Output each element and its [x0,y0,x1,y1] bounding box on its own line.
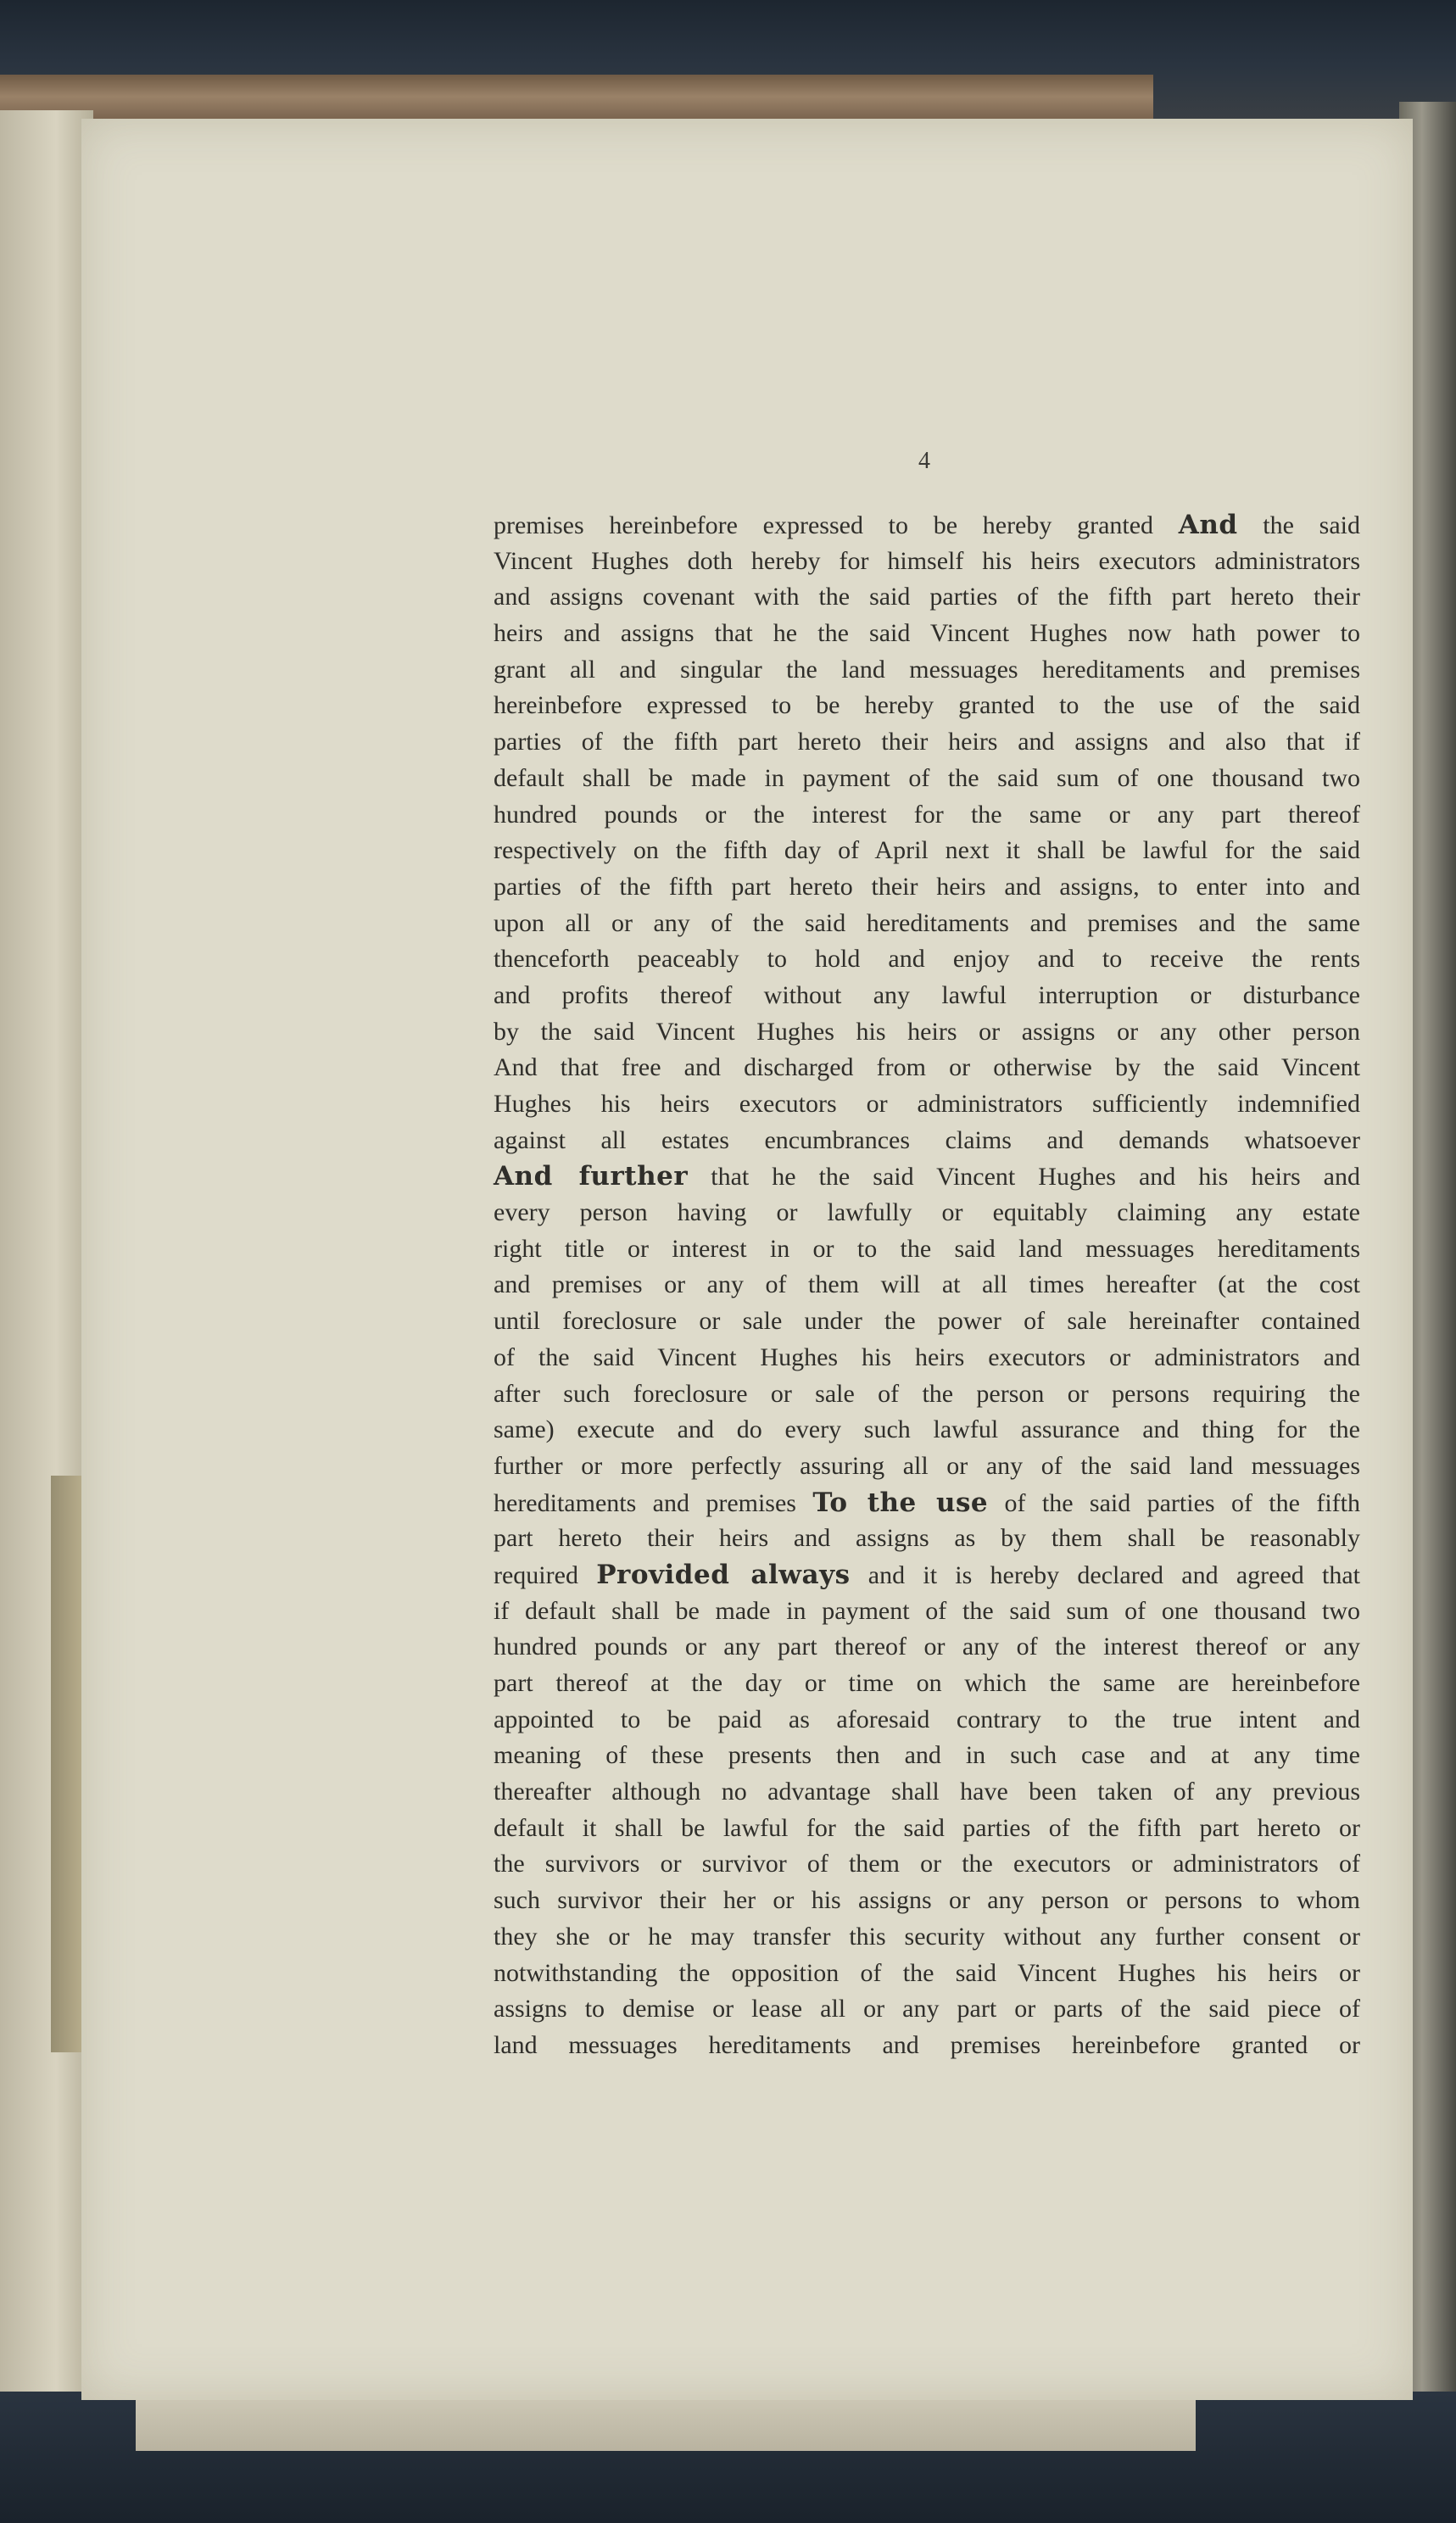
text-line [494,761,1360,797]
text-line-content: grant all and singular the land messuages hereditaments and premises [494,655,1360,684]
text-line [494,2028,1360,2064]
blackletter-heading: Provided always [596,1559,851,1590]
text-line-content: required [494,1560,597,1589]
text-line [494,1123,1360,1159]
text-line [494,724,1360,761]
cover-edge-strip [0,75,1153,119]
text-line [494,1702,1360,1739]
text-line [494,1521,1360,1557]
text-line-content: the survivors or survivor of them or the executors or administrators of [494,1850,1360,1878]
text-line-content: further or more perfectly assuring all or any of the said land messuages [494,1451,1360,1480]
text-line-content: after such foreclosure or sale of the person or persons requiring the [494,1379,1360,1408]
text-line [494,652,1360,689]
text-line [494,1991,1360,2028]
blackletter-heading: And [1178,510,1238,540]
text-line-content: and premises or any of them will at all times hereafter (at the cost [494,1270,1360,1299]
text-line-content: respectively on the fifth day of April next it shall be lawful for the said [494,836,1360,865]
text-line [494,1267,1360,1303]
text-line [494,1594,1360,1630]
text-line-content: hundred pounds or any part thereof or any of the interest thereof or any [494,1633,1360,1661]
text-line [494,1014,1360,1051]
text-line [494,688,1360,724]
text-line [494,797,1360,834]
text-line-content: heirs and assigns that he the said Vincent Hughes now hath power to [494,619,1360,648]
text-line [494,1738,1360,1774]
text-line-content: thereafter although no advantage shall have been taken of any previous [494,1778,1360,1806]
text-line-content: notwithstanding the opposition of the said Vincent Hughes his heirs or [494,1958,1360,1987]
text-line-content: same) execute and do every such lawful assurance and thing for the [494,1415,1360,1444]
text-line [494,1846,1360,1883]
text-line-content: thenceforth peaceably to hold and enjoy and to receive the rents [494,945,1360,974]
text-line-content: appointed to be paid as aforesaid contrary to the true intent and [494,1705,1360,1733]
text-line-content: the said [1237,511,1360,539]
text-line-content: land messuages hereditaments and premises hereinbefore granted or [494,2030,1360,2059]
text-line-content: And that free and discharged from or otherwise by the said Vincent [494,1053,1360,1082]
body-text [494,507,1360,2064]
blackletter-heading: And further [494,1161,689,1192]
text-line-content: until foreclosure or sale under the power of sale hereinafter contained [494,1307,1360,1336]
text-line-content: default it shall be lawful for the said parties of the fifth part hereto or [494,1813,1360,1842]
text-line [494,1666,1360,1702]
text-line [494,1811,1360,1847]
text-line-content: Vincent Hughes doth hereby for himself his heirs executors administrators [494,546,1360,575]
text-line-content: if default shall be made in payment of the said sum of one thousand two [494,1596,1360,1625]
text-line [494,1158,1360,1195]
text-line [494,978,1360,1014]
text-line-content: and assigns covenant with the said parties of the fifth part hereto their [494,583,1360,611]
text-line-content: assigns to demise or lease all or any part or parts of the said piece of [494,1995,1360,2023]
text-line-content: and it is hereby declared and agreed that [850,1560,1360,1589]
text-line [494,906,1360,942]
text-line [494,544,1360,580]
text-line [494,1303,1360,1340]
text-line [494,1086,1360,1123]
blackletter-heading: To the use [812,1487,989,1518]
text-line [494,1485,1360,1521]
text-line-content: upon all or any of the said hereditaments and premises and the same [494,908,1360,937]
text-line-content: premises hereinbefore expressed to be hereby granted [494,511,1179,539]
text-line-content: every person having or lawfully or equitably claiming any estate [494,1198,1360,1227]
text-line-content: such survivor their her or his assigns or any person or persons to whom [494,1886,1360,1915]
previous-page-edge [0,110,93,2400]
text-line [494,1629,1360,1666]
text-line-content: and profits thereof without any lawful interruption or disturbance [494,980,1360,1009]
text-line [494,1231,1360,1268]
text-line [494,869,1360,906]
page-number: 4 [918,448,930,474]
text-line-content: default shall be made in payment of the said sum of one thousand two [494,763,1360,792]
text-line [494,941,1360,978]
text-line-content: meaning of these presents then and in such case and at any time [494,1741,1360,1770]
bottom-page-edges [136,2392,1196,2451]
text-line [494,1412,1360,1448]
text-line-content: hundred pounds or the interest for the same or any part thereof [494,800,1360,829]
text-line-content: against all estates encumbrances claims and demands whatsoever [494,1125,1360,1154]
text-line-content: right title or interest in or to the said land messuages hereditaments [494,1234,1360,1263]
text-line-content: part thereof at the day or time on which the same are hereinbefore [494,1669,1360,1697]
text-line [494,579,1360,616]
text-line [494,1195,1360,1231]
text-line-content: part hereto their heirs and assigns as by them shall be reasonably [494,1524,1360,1553]
text-line-content: hereditaments and premises [494,1488,813,1517]
text-line [494,1557,1360,1594]
text-line-content: by the said Vincent Hughes his heirs or assigns or any other person [494,1017,1360,1046]
text-line [494,1919,1360,1956]
text-line-content: parties of the fifth part hereto their heirs and assigns and also that if [494,728,1360,756]
text-line [494,1376,1360,1413]
text-line-content: that he the said Vincent Hughes and his heirs and [688,1163,1360,1192]
text-line [494,833,1360,869]
text-line [494,1883,1360,1919]
text-line [494,1774,1360,1811]
text-line-content: hereinbefore expressed to be hereby granted to the use of the said [494,691,1360,720]
text-line-content: parties of the fifth part hereto their heirs and assigns, to enter into and [494,872,1360,901]
text-line [494,1448,1360,1485]
text-line-content: of the said parties of the fifth [988,1488,1360,1517]
text-line [494,507,1360,544]
text-line [494,1050,1360,1086]
text-line-content: Hughes his heirs executors or administrators sufficiently indemnified [494,1090,1360,1118]
text-line [494,1340,1360,1376]
text-line [494,616,1360,652]
text-line-content: of the said Vincent Hughes his heirs executors or administrators and [494,1342,1360,1371]
text-line [494,1956,1360,1992]
text-line-content: they she or he may transfer this security without any further consent or [494,1922,1360,1951]
